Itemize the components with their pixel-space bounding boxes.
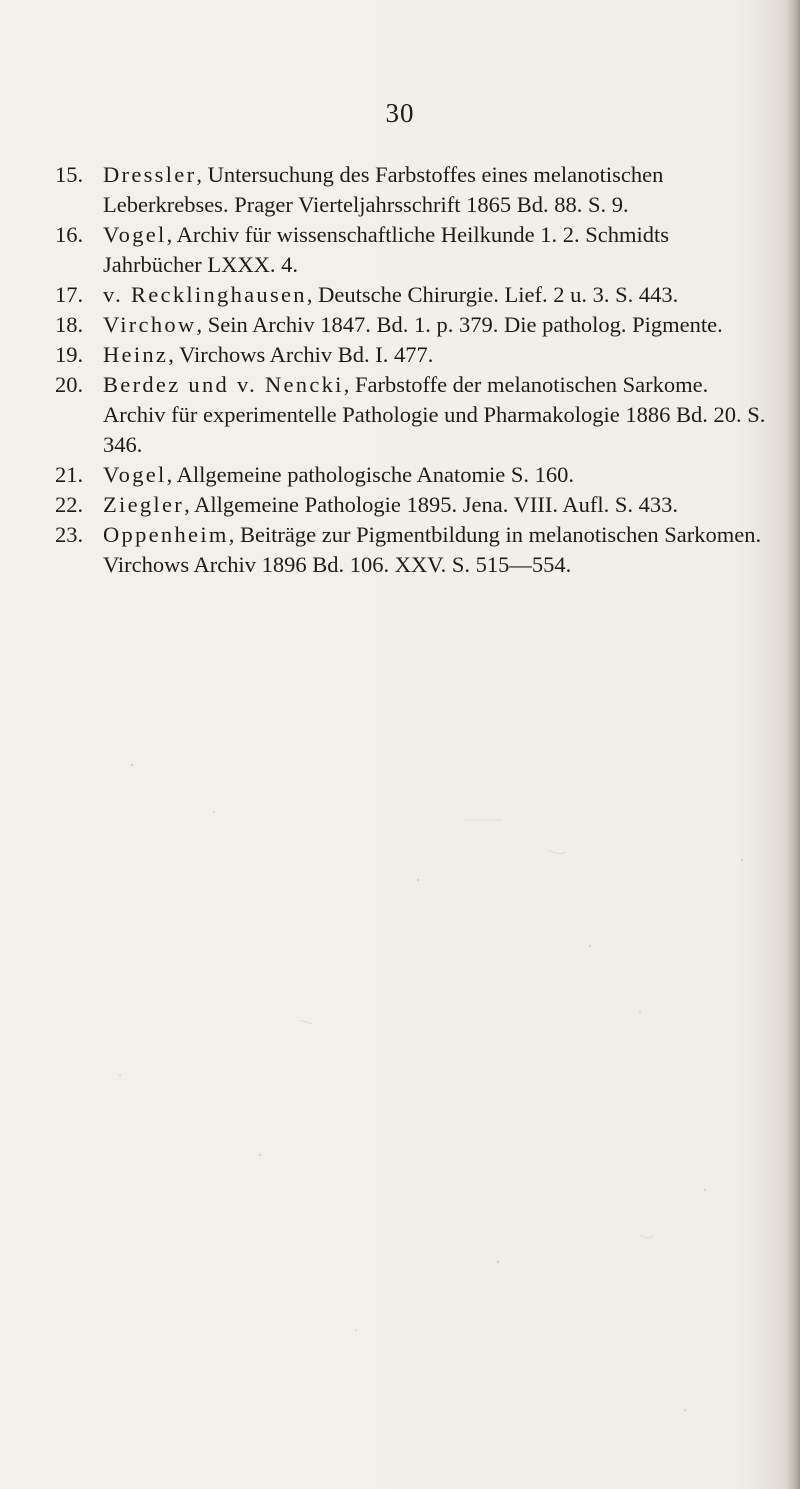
reference-item — [55, 370, 770, 460]
reference-number: 19. — [55, 342, 84, 367]
reference-item — [55, 310, 770, 340]
reference-author: v. Recklinghausen — [103, 282, 307, 307]
reference-item — [55, 340, 770, 370]
reference-item — [55, 160, 770, 220]
reference-number: 15. — [55, 162, 84, 187]
reference-item — [55, 490, 770, 520]
reference-number: 17. — [55, 282, 84, 307]
reference-text: , Deutsche Chirurgie. Lief. 2 u. 3. S. 443. — [306, 282, 679, 307]
reference-text: , Virchows Archiv Bd. I. 477. — [168, 342, 434, 367]
reference-text: , Allgemeine Pathologie 1895. Jena. VIII. Aufl. S. 433. — [184, 492, 678, 517]
reference-author: Vogel — [103, 462, 167, 487]
reference-author: Heinz — [103, 342, 169, 367]
page-number: 30 — [385, 98, 415, 128]
reference-text: , Sein Archiv 1847. Bd. 1. p. 379. Die patholog. Pigmente. — [196, 312, 723, 337]
reference-item — [55, 280, 770, 310]
reference-author: Virchow — [103, 312, 197, 337]
reference-author: Berdez und v. Nencki — [103, 372, 344, 397]
reference-number: 20. — [55, 372, 84, 397]
reference-number: 22. — [55, 492, 84, 517]
reference-text: , Allgemeine pathologische Anatomie S. 160. — [166, 462, 575, 487]
page-edge-shadow — [786, 0, 800, 1489]
reference-text: , Farbstoffe der melanotischen Sarkome. Archiv für experimentelle Pathologie und Pharmakologie 1886 Bd. 20. S. 346. — [103, 372, 766, 457]
reference-number: 18. — [55, 312, 84, 337]
reference-item — [55, 520, 770, 580]
reference-item — [55, 460, 770, 490]
reference-author: Ziegler — [103, 492, 185, 517]
reference-author: Dressler — [103, 162, 197, 187]
reference-list — [55, 160, 770, 580]
reference-author: Vogel — [103, 222, 167, 247]
reference-number: 16. — [55, 222, 84, 247]
reference-author: Oppenheim — [103, 522, 229, 547]
reference-item — [55, 220, 770, 280]
reference-number: 21. — [55, 462, 84, 487]
reference-text: , Untersuchung des Farbstoffes eines melanotischen Leberkrebses. Prager Vierteljahrsschrift 1865 Bd. 88. S. 9. — [103, 162, 664, 217]
reference-text: , Archiv für wissenschaftliche Heilkunde 1. 2. Schmidts Jahrbücher LXXX. 4. — [103, 222, 669, 277]
reference-number: 23. — [55, 522, 84, 547]
reference-text: , Beiträge zur Pigmentbildung in melanotischen Sarkomen. Virchows Archiv 1896 Bd. 106. XXV. S. 515—554. — [103, 522, 762, 577]
